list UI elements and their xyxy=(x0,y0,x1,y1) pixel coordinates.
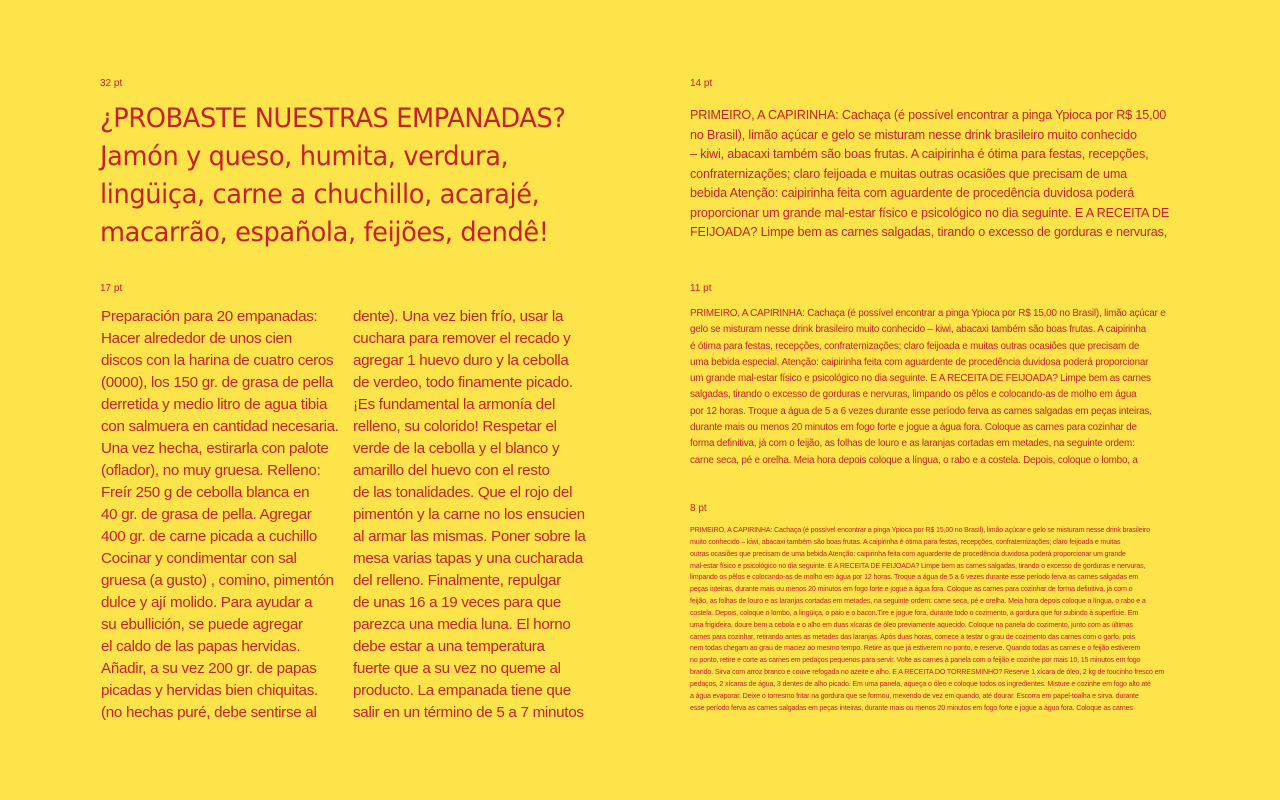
text-line: mesa varias tapas y una cucharada xyxy=(353,550,583,567)
text-line: Preparación para 20 empanadas: xyxy=(101,308,318,325)
text-line: muito conhecido – kiwi, abacaxi também são boas frutas. A caipirinha é ótima para festas, recepções, confraternizações; claro feijoada e muitas xyxy=(690,537,1121,546)
text-line: (oflador), no muy gruesa. Relleno: xyxy=(101,462,321,479)
text-line: nem todas chegam ao grau de maciez ao mesmo tempo. Retire as que já estiverem no ponto, e reserve. Quando todas as carnes e o feijão estiverem xyxy=(690,644,1141,653)
text-line: del relleno. Finalmente, repulgar xyxy=(353,572,561,589)
text-line: no ponto, retire e corte as carnes em pedaços pequenos para servir. Volte as carnes à panela com o feijão e cozinhe por mais 10, 15 minutos em fogo xyxy=(690,656,1141,665)
body-column-2 xyxy=(353,306,613,724)
text-line: pimentón y la carne no los ensucien xyxy=(353,506,585,523)
text-line: Hacer alrededor de unos cien xyxy=(101,330,292,347)
text-line: el caldo de las papas hervidas. xyxy=(101,638,301,655)
headline-line: ¿PROBASTE NUESTRAS EMPANADAS? xyxy=(100,103,566,134)
text-line: picadas y hervidas bien chiquitas. xyxy=(101,682,318,699)
text-line: peças inteiras, durante mais ou menos 20 minutos em fogo forte e jogue a água fora. Coloque as carnes para cozinhar de forma definitiva, já com o xyxy=(690,585,1133,594)
text-line: dulce y ají molido. Para ayudar a xyxy=(101,594,313,611)
text-line: outras ocasiões que precisam de uma bebida Atenção: caipirinha feita com aguardente de procedência duvidosa poderá proporcionar um grande xyxy=(690,549,1126,558)
text-line: – kiwi, abacaxi também são boas frutas. A caipirinha é ótima para festas, recepções, xyxy=(690,147,1149,161)
text-line: dente). Una vez bien frío, usar la xyxy=(353,308,564,325)
text-line: uma frigideira, doure bem a cebola e o alho em duas xícaras de óleo previamente aquecido. Coloque na panela do cozimento, junto com as últimas xyxy=(690,620,1133,629)
text-line: de verdeo, todo finamente picado. xyxy=(353,374,573,391)
text-line: su ebullición, se puede agregar xyxy=(101,616,303,633)
label-17pt: 17 pt xyxy=(100,283,123,294)
headline-line: macarrão, española, feijões, dendê! xyxy=(100,217,549,248)
text-line: carnes para cozinhar, retirando antes as metades das laranjas. Após duas horas, comece a testar o grau de cozimento das carnes com o garfo, pois xyxy=(690,632,1135,641)
headline-32pt xyxy=(100,100,594,252)
text-line: discos con la harina de cuatro ceros xyxy=(101,352,334,369)
text-line: Añadir, a su vez 200 gr. de papas xyxy=(101,660,317,677)
text-line: fuerte que a su vez no queme al xyxy=(353,660,561,677)
text-line: confraternizações; claro feijoada e muitas outras ocasiões que precisam de uma xyxy=(690,166,1128,181)
text-line: durante mais ou menos 20 minutos em fogo forte e jogue a água fora. Coloque as carnes para cozinhar de xyxy=(690,422,1137,434)
text-line: a água evaporar. Deixe o torresmo fritar na gordura que se formou, mexendo de vez em quando, até dourar. Escorra em papel-toalha e sirva. durante xyxy=(690,691,1139,700)
text-line: de unas 16 a 19 veces para que xyxy=(353,594,562,611)
text-line: Cocinar y condimentar con sal xyxy=(101,550,297,567)
text-line: parezca una media luna. El horno xyxy=(353,616,571,633)
text-line: feijão, as folhas de louro e as laranjas cortadas em metades, na seguinte ordem: carne seca, pé e orelha. Meia hora depois coloque a língua, o rabo e a xyxy=(690,597,1146,606)
text-line: pedaços, 2 xícaras de água, 3 dentes de alho picado. Em uma panela, aqueça o óleo e coloque todos os ingredientes. Misture e cozinhe em fogo alto até xyxy=(690,679,1151,688)
text-line: debe estar a una temperatura xyxy=(353,638,545,655)
label-8pt: 8 pt xyxy=(690,503,707,514)
label-11pt: 11 pt xyxy=(690,283,712,294)
text-line: amarillo del huevo con el resto xyxy=(353,462,550,479)
text-line: ¡Es fundamental la armonía del xyxy=(353,396,556,413)
text-line: al armar las mismas. Poner sobre la xyxy=(353,528,586,545)
text-line: PRIMEIRO, A CAPIRINHA: Cachaça (é possível encontrar a pinga Ypioca por R$ 15,00 no Brasil), limão açúcar e xyxy=(690,308,1166,319)
text-line: um grande mal-estar físico e psicológico no dia seguinte. E A RECEITA DE FEIJOADA? Limpe bem as carnes xyxy=(690,373,1151,385)
paragraph-8pt xyxy=(690,525,1190,715)
label-32pt: 32 pt xyxy=(100,78,123,89)
headline-line: lingüiça, carne a chuchillo, acarajé, xyxy=(100,179,540,210)
text-line: esse período ferva as carnes salgadas em peças inteiras, durante mais ou menos 20 minutos em fogo forte e jogue a água fora. Coloque as carnes xyxy=(690,703,1133,712)
text-line: con salmuera en cantidad necesaria. xyxy=(101,418,339,435)
text-line: forma definitiva, já com o feijão, as folhas de louro e as laranjas cortadas em metades, na seguinte ordem: xyxy=(690,438,1135,450)
text-line: Una vez hecha, estirarla con palote xyxy=(101,440,329,457)
text-line: gruesa (a gusto) , comino, pimentón xyxy=(101,572,334,589)
text-line: relleno, su colorido! Respetar el xyxy=(353,418,557,435)
text-line: FEIJOADA? Limpe bem as carnes salgadas, tirando o excesso de gorduras e nervuras, xyxy=(690,225,1168,239)
text-line: derretida y medio litro de agua tibia xyxy=(101,396,328,413)
headline-line: Jamón y queso, humita, verdura, xyxy=(100,141,509,172)
text-line: 40 gr. de grasa de pella. Agregar xyxy=(101,506,312,523)
paragraph-11pt xyxy=(690,306,1190,469)
text-line: producto. La empanada tiene que xyxy=(353,682,571,699)
text-line: verde de la cebolla y el blanco y xyxy=(353,440,560,457)
text-line: de las tonalidades. Que el rojo del xyxy=(353,484,573,501)
text-line: (0000), los 150 gr. de grasa de pella xyxy=(101,374,334,391)
text-line: costela. Depois, coloque o lombo, a lingüiça, o paio e o bacon.Tire e jogue fora, durante todo o cozimento, a gordura que for subindo à superfície. Em xyxy=(690,608,1139,617)
text-line: agregar 1 huevo duro y la cebolla xyxy=(353,352,569,369)
paragraph-14pt xyxy=(690,106,1190,243)
text-line: (no hechas puré, debe sentirse al xyxy=(101,704,317,721)
text-line: bebida Atenção: caipirinha feita com aguardente de procedência duvidosa poderá xyxy=(690,186,1135,200)
text-line: PRIMEIRO, A CAPIRINHA: Cachaça (é possível encontrar a pinga Ypioca por R$ 15,00 xyxy=(690,108,1167,122)
text-line: cuchara para remover el recado y xyxy=(353,330,571,347)
text-line: brando. Sirva com arroz branco e couve refogada no azeite e alho. E A RECEITA DO TORRESMINHO? Reserve 1 xícara de óleo, 2 kg de toucinho fresco em xyxy=(690,668,1165,677)
text-line: carne seca, pé e orelha. Meia hora depois coloque a língua, o rabo e a costela. Depois, coloque o lombo, a xyxy=(690,454,1138,466)
label-14pt: 14 pt xyxy=(690,78,713,89)
text-line: é ótima para festas, recepções, confraternizações; claro feijoada e muitas outras ocasiões que precisam de xyxy=(690,340,1140,352)
text-line: salir en un término de 5 a 7 minutos xyxy=(353,704,584,721)
text-line: mal-estar físico e psicológico no dia seguinte. E A RECEITA DE FEIJOADA? Limpe bem as carnes salgadas, tirando o excesso de gorduras e nervuras, xyxy=(690,561,1146,570)
text-line: PRIMEIRO, A CAPIRINHA: Cachaça (é possível encontrar a pinga Ypioca por R$ 15,00 no Brasil), limão açúcar e gelo se misturam nesse drink brasileiro xyxy=(690,526,1150,534)
text-line: no Brasil), limão açúcar e gelo se misturam nesse drink brasileiro muito conhecido xyxy=(690,127,1137,142)
text-line: Freír 250 g de cebolla blanca en xyxy=(101,484,310,501)
text-line: por 12 horas. Troque a água de 5 a 6 vezes durante esse período ferva as carnes salgadas em peças inteiras, xyxy=(690,405,1152,417)
body-column-1 xyxy=(101,306,361,724)
text-line: limpando os pêlos e colocando-as de molho em água por 12 horas. Troque a água de 5 a 6 vezes durante esse período ferva as carnes salgadas em xyxy=(690,573,1139,582)
text-line: gelo se misturam nesse drink brasileiro muito conhecido – kiwi, abacaxi também são boas frutas. A caipirinha xyxy=(690,324,1146,336)
text-line: salgadas, tirando o excesso de gorduras e nervuras, limpando os pêlos e colocando-as de molho em água xyxy=(690,389,1137,401)
text-line: uma bebida especial. Atenção: caipirinha feita com aguardente de procedência duvidosa poderá proporcionar xyxy=(690,356,1149,368)
text-line: 400 gr. de carne picada a cuchillo xyxy=(101,528,318,545)
text-line: proporcionar um grande mal-estar físico e psicológico no dia seguinte. E A RECEITA DE xyxy=(690,205,1170,220)
